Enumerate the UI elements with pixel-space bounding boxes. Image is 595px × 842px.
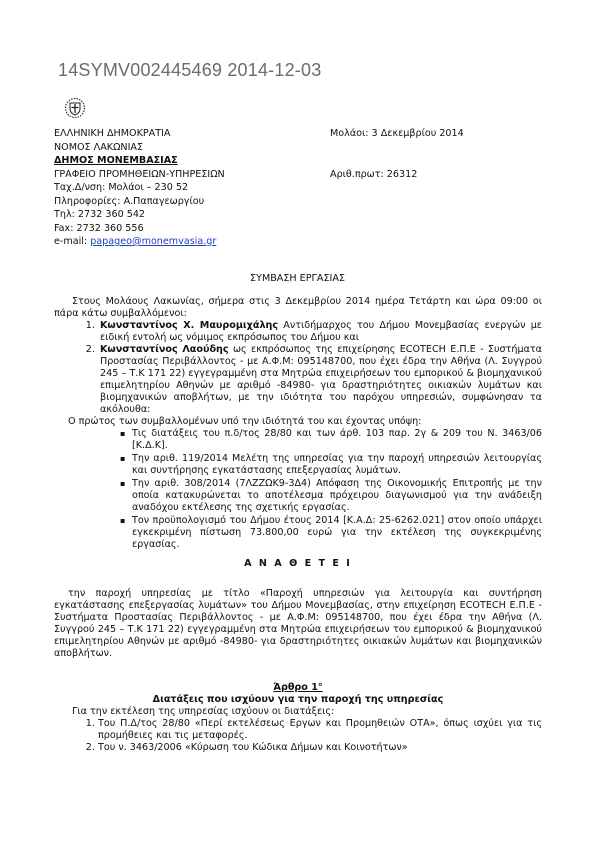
email-link[interactable]: papageo@monemvasia.gr [90,236,217,247]
assignment-paragraph: την παροχή υπηρεσίας με τίτλο «Παροχή υπηρεσιών για λειτουργία και συντήρηση εγκατάστασης επεξεργασίας λυμάτων» του Δήμου Μονεμβασίας, στην επιχείρηση ECOTECH Ε.Π.Ε - Συστήματα Προστασίας Περιβάλλοντος - με Α.Φ.Μ: 095148700, που έχει έδρα την Αθήνα (Λ. Συγγρού 245 – Τ.Κ 171 22) εγγεγραμμένη στα Μητρώα επιχειρήσεων του εμπορικού & βιομηχανικού επιμελητηρίου Αθηνών με αριθμό -84980- για δραστηριότητες οικιακών λυμάτων και βιομηχανικών αποβλήτων. [54,588,542,659]
date-block [330,128,550,182]
article-subtitle: Διατάξεις που ισχύουν για την παροχή της υπηρεσίας [152,694,444,705]
greek-coat-of-arms-icon [64,97,86,119]
consideration-item: ▪ Τις διατάξεις του π.δ/τος 28/80 και των άρθ. 103 παρ. 2γ & 209 του Ν. 3463/06 [Κ.Δ.Κ]. [132,428,542,452]
sender-line: ΓΡΑΦΕΙΟ ΠΡΟΜΗΘΕΙΩΝ-ΥΠΗΡΕΣΙΩΝ [54,168,225,180]
sender-line: Τηλ: 2732 360 542 [54,209,146,220]
considerations-list [54,428,542,551]
party-item [98,320,542,344]
party-description: ως εκπρόσωπος της επιχείρησης ECOTECH Ε.Π.Ε - Συστήματα Προστασίας Περιβάλλοντος - με Α.Φ.Μ: 095148700, που έχει έδρα την Αθήνα (Λ. Συγγρού 245 – Τ.Κ 171 22) εγγεγραμμένη στα Μητρώα επιχειρήσεων του εμπορικού & βιομηχανικού επιμελητηρίου Αθηνών με αριθμό -84980- για δραστηριότητες οικιακών λυμάτων και βιομηχανικών αποβλήτων, με την ιδιότητα του παρόχου υπηρεσιών, συμφώνησαν τα ακόλουθα: [100,344,543,415]
document-stamp: 14SYMV002445469 2014-12-03 [58,60,322,80]
party-name: Κωνσταντίνος Χ. Μαυρομιχάλης [100,320,279,331]
sender-line: ΕΛΛΗΝΙΚΗ ΔΗΜΟΚΡΑΤΙΑ [54,128,171,139]
party-description: Αντιδήμαρχος του Δήμου Μονεμβασίας ενεργών με ειδική εντολή ως νόμιμος εκπρόσωπος του Δήμου και [100,320,542,343]
party-item [98,344,542,416]
sender-block [54,128,324,250]
consideration-item: ▪ Τον προϋπολογισμό του Δήμου έτους 2014 [Κ.Α.Δ: 25-6262.021] στον οποίο υπάρχει εγκεκριμένη πίστωση 73.800,00 ευρώ για την εκτέλεση της συγκεκριμένης εργασίας. [132,515,542,551]
consideration-item: ▪ Την αριθ. 308/2014 (7ΛΖΖΩΚ9-3Δ4) Απόφαση της Οικονομικής Επιτροπής με την οποία κατακυρώνεται το αποτέλεσμα πρόχειρου διαγωνισμού για την ανάδειξη αναδόχου εκτέλεσης της σχετικής εργασίας. [132,478,542,514]
sender-line: Fax: 2732 360 556 [54,222,144,234]
protocol-number: Αριθ.πρωτ: 26312 [330,168,418,180]
article-provisions-list [54,718,542,754]
article-title: Άρθρο 1° [273,682,323,693]
article-intro: Για την εκτέλεση της υπηρεσίας ισχύουν οι διατάξεις: [72,706,335,717]
assigns-heading: Α Ν Α Θ Ε Τ Ε Ι [244,558,352,569]
document-title: ΣΥΜΒΑΣΗ ΕΡΓΑΣΙΑΣ [250,273,345,284]
sender-line: Ταχ.Δ/νση: Μολάοι – 230 52 [54,182,189,193]
provision-item: 2. Του ν. 3463/2006 «Κύρωση του Κώδικα Δήμων και Κοινοτήτων» [98,742,542,754]
contract-body [54,296,542,754]
intro-paragraph: Στους Μολάους Λακωνίας, σήμερα στις 3 Δεκεμβρίου 2014 ημέρα Τετάρτη και ώρα 09:00 οι πάρα κάτω συμβαλλόμενοι: [54,296,542,319]
sender-line: Πληροφορίες: Α.Παπαγεωργίου [54,195,205,207]
consideration-item: ▪ Την αριθ. 119/2014 Μελέτη της υπηρεσίας για την παροχή υπηρεσιών λειτουργίας και συντήρησης εγκατάστασης επεξεργασίας λυμάτων. [132,453,542,477]
party-name: Κωνσταντίνος Λαούδης [100,344,229,355]
email-line [54,236,324,250]
considering-line: Ο πρώτος των συμβαλλομένων υπό την ιδιότητά του και έχοντας υπόψη: [68,416,422,427]
provision-item: 1. Του Π.Δ/τος 28/80 «Περί εκτελέσεως Εργων και Προμηθειών ΟΤΑ», όπως ισχύει για τις προμήθειες και τις μεταφορές. [98,718,542,742]
sender-line: ΔΗΜΟΣ ΜΟΝΕΜΒΑΣΙΑΣ [54,155,178,166]
email-label: e-mail: [54,236,91,247]
parties-list [54,320,542,416]
date-line: Μολάοι: 3 Δεκεμβρίου 2014 [330,128,464,139]
sender-line: ΝΟΜΟΣ ΛΑΚΩΝΙΑΣ [54,141,144,153]
